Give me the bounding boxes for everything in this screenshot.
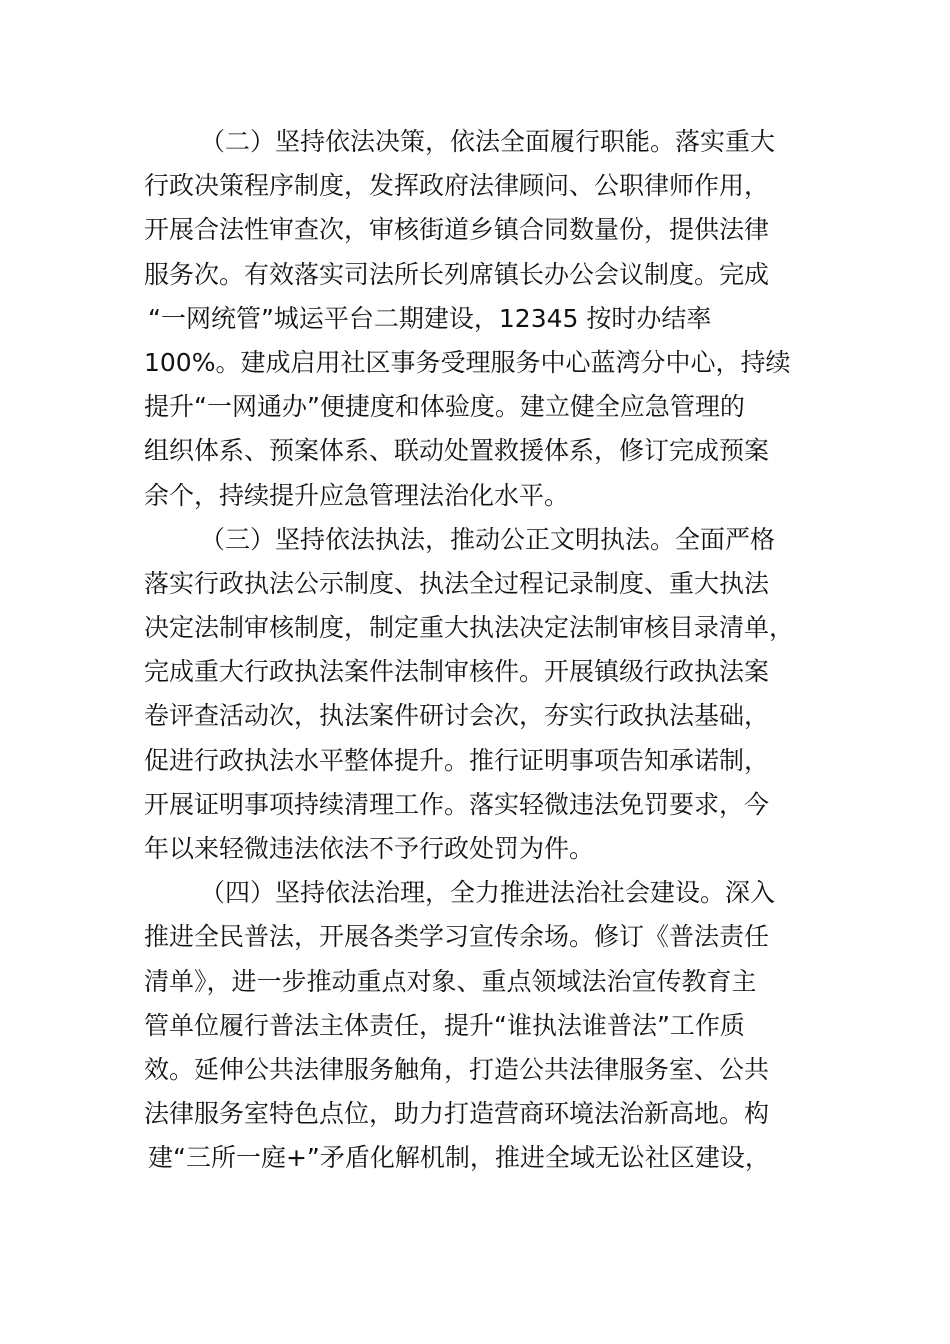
text-line-16: 开展证明事项持续清理工作。落实轻微违法免罚要求，今 [144,789,770,819]
text-line-24: 建“三所一庭+”矛盾化解机制，推进全域无讼社区建设， [148,1143,770,1173]
text-line-22: 效。延伸公共法律服务触角，打造公共法律服务室、公共 [144,1054,770,1084]
text-line-17: 年以来轻微违法依法不予行政处罚为件。 [144,834,595,863]
text-line-23: 法律服务室特色点位，助力打造营商环境法治新高地。构 [144,1099,770,1129]
text-line-9: 余个，持续提升应急管理法治化水平。 [144,480,570,510]
text-line-6: 100%。建成启用社区事务受理服务中心蓝湾分中心，持续 [144,347,791,377]
document-body [144,120,844,1181]
text-line-10: （三）坚持依法执法，推动公正文明执法。全面严格 [200,524,776,554]
text-line-19: 推进全民普法，开展各类学习宣传余场。修订《普法责任 [144,922,770,952]
text-line-3: 开展合法性审查次，审核街道乡镇合同数量份，提供法律 [144,215,770,245]
text-line-4: 服务次。有效落实司法所长列席镇长办公会议制度。完成 [144,259,770,289]
text-line-14: 卷评查活动次，执法案件研讨会次，夯实行政执法基础， [144,701,770,731]
text-line-7: 提升“一网通办”便捷度和体验度。建立健全应急管理的 [144,392,745,422]
text-line-11: 落实行政执法公示制度、执法全过程记录制度、重大执法 [144,568,770,598]
text-line-15: 促进行政执法水平整体提升。推行证明事项告知承诺制， [144,745,770,775]
text-line-12: 决定法制审核制度，制定重大执法决定法制审核目录清单， [144,613,795,643]
text-line-18: （四）坚持依法治理，全力推进法治社会建设。深入 [200,878,776,908]
text-line-1: （二）坚持依法决策，依法全面履行职能。落实重大 [200,127,776,156]
text-line-2: 行政决策程序制度，发挥政府法律顾问、公职律师作用， [144,171,770,201]
text-line-20: 清单》，进一步推动重点对象、重点领域法治宣传教育主 [144,966,757,996]
text-line-21: 管单位履行普法主体责任，提升“谁执法谁普法”工作质 [144,1010,745,1040]
text-line-8: 组织体系、预案体系、联动处置救援体系，修订完成预案 [144,436,770,466]
text-line-13: 完成重大行政执法案件法制审核件。开展镇级行政执法案 [144,657,770,687]
text-line-5: “一网统管”城运平台二期建设，12345 按时办结率 [148,303,712,333]
